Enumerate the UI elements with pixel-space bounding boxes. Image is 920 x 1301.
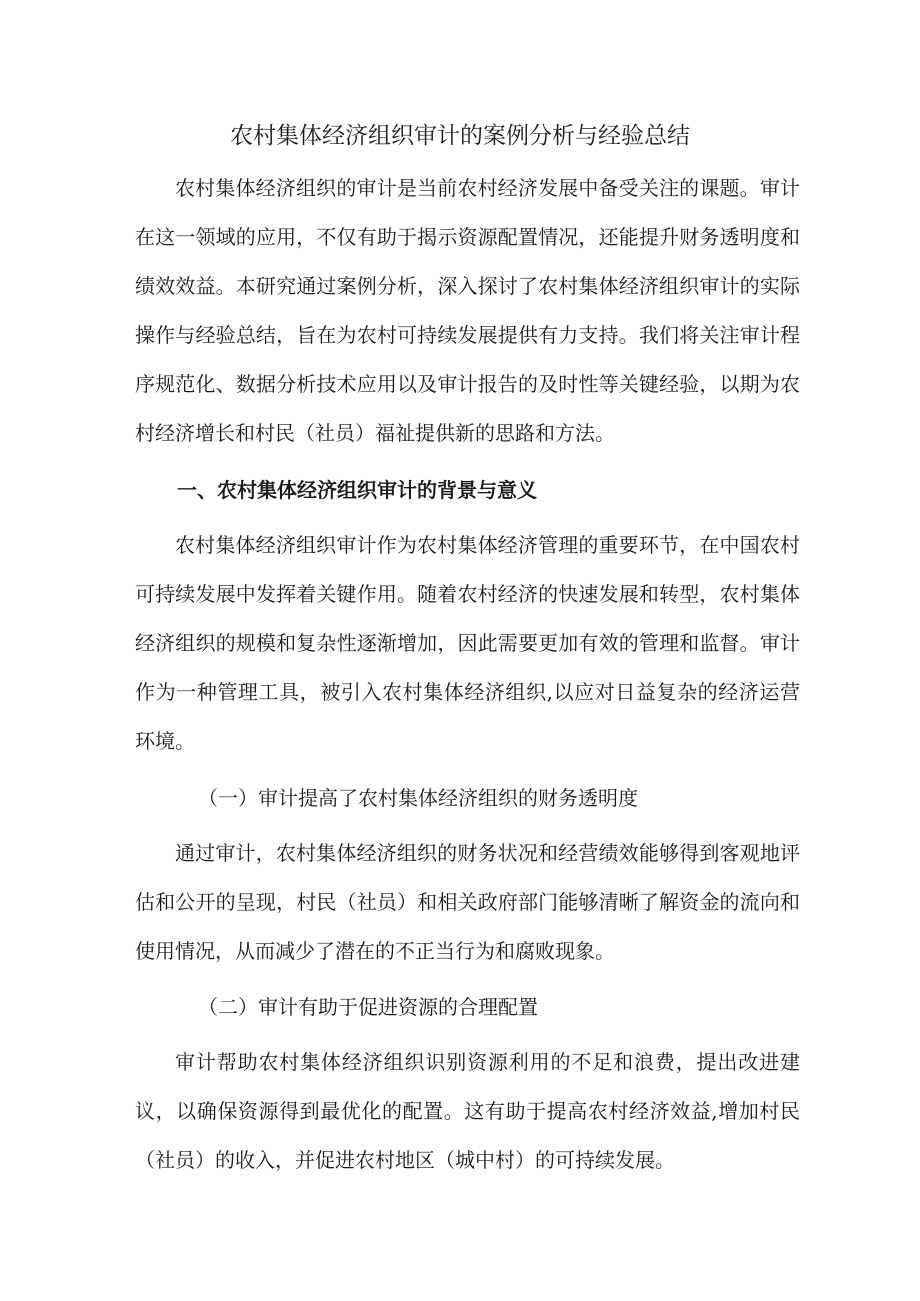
document-title: 农村集体经济组织审计的案例分析与经验总结 <box>230 123 690 149</box>
section-heading-background: 一、农村集体经济组织审计的背景与意义 <box>177 478 537 502</box>
paragraph-transparency: 通过审计，农村集体经济组织的财务状况和经营绩效能够得到客观地评估和公开的呈现，村民（社员）和相关政府部门能够清晰了解资金的流向和使用情况，从而减少了潜在的不正当行为和腐败现象。 <box>135 841 800 963</box>
subheading-transparency: （一）审计提高了农村集体经济组织的财务透明度 <box>198 786 638 810</box>
intro-paragraph: 农村集体经济组织的审计是当前农村经济发展中备受关注的课题。审计在这一领域的应用，不仅有助于揭示资源配置情况，还能提升财务透明度和绩效效益。本研究通过案例分析，深入探讨了农村集体经济组织审计的实际操作与经验总结，旨在为农村可持续发展提供有力支持。我们将关注审计程序规范化、数据分析技术应用以及审计报告的及时性等关键经验，以期为农村经济增长和村民（社员）福祉提供新的思路和方法。 <box>135 176 800 445</box>
subheading-resource-allocation: （二）审计有助于促进资源的合理配置 <box>198 995 538 1019</box>
paragraph-resource-allocation: 审计帮助农村集体经济组织识别资源利用的不足和浪费，提出改进建议，以确保资源得到最优化的配置。这有助于提高农村经济效益,增加村民（社员）的收入，并促进农村地区（城中村）的可持续发展。 <box>135 1050 800 1172</box>
section-paragraph-background: 农村集体经济组织审计作为农村集体经济管理的重要环节，在中国农村可持续发展中发挥着关键作用。随着农村经济的快速发展和转型，农村集体经济组织的规模和复杂性逐渐增加，因此需要更加有效的管理和监督。审计作为一种管理工具，被引入农村集体经济组织,以应对日益复杂的经济运营环境。 <box>135 533 800 753</box>
